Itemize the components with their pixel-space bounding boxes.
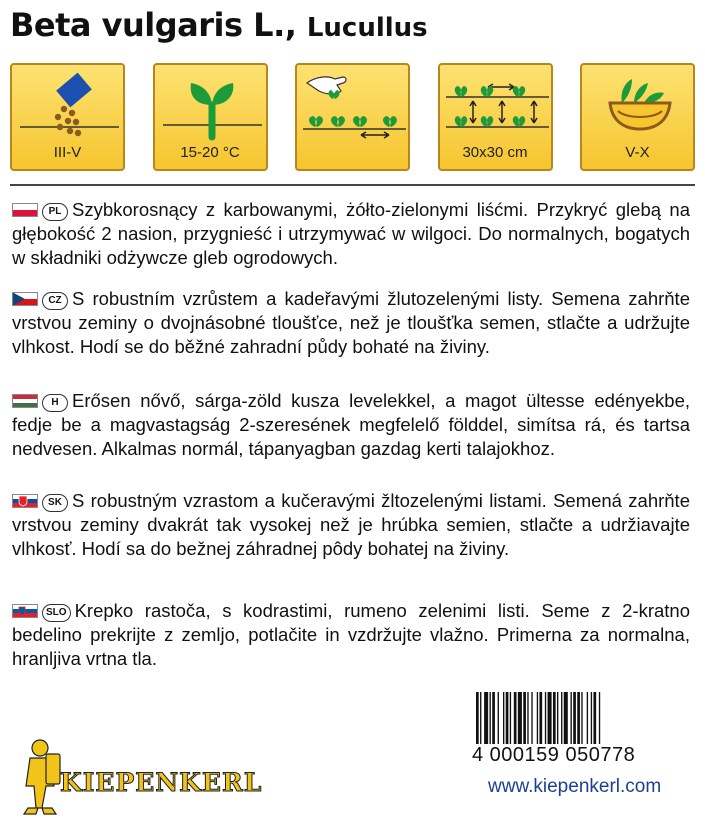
variety-name: Lucullus [306, 13, 428, 43]
barcode-bar [510, 692, 511, 744]
spacing-caption: 30x30 cm [462, 144, 528, 161]
barcode-bar [498, 692, 499, 744]
barcode-bar [573, 692, 576, 744]
slovenia-flag-icon [12, 604, 38, 618]
brand-logo: KIEPENKERL [60, 768, 263, 797]
planting-hand-icon [297, 65, 412, 173]
barcode-bar [564, 692, 568, 744]
slovakia-flag-icon [12, 494, 38, 508]
barcode-bar [581, 692, 582, 744]
barcode-bar [587, 692, 588, 744]
barcode-bar [599, 692, 600, 744]
harvest-box [580, 63, 695, 171]
barcode-bar [545, 692, 546, 744]
barcode-bar [503, 692, 504, 744]
sowing-time-box [10, 63, 125, 171]
section-polish [12, 198, 690, 270]
species-name: Beta vulgaris L., [10, 6, 297, 44]
language-code-badge: PL [42, 203, 68, 221]
section-text: S robustním vzrůstem a kadeřavými žlutozelenými listy. Semena zahrňte vrstvou zeminy o dvojnásobné tloušťce, než je tloušťka semen, stlačte a udržujte vlhkost. Hodí se do běžné zahradní půdy bohaté na živiny. [12, 288, 690, 357]
barcode-bar [492, 692, 495, 744]
language-code-badge: SLO [42, 604, 71, 622]
divider [10, 184, 695, 186]
language-code-badge: H [42, 394, 68, 412]
language-code-badge: CZ [42, 292, 68, 310]
barcode-bar [523, 692, 526, 744]
barcode-bar [593, 692, 596, 744]
barcode-bar [514, 692, 517, 744]
planting-box [295, 63, 410, 171]
barcode-bar [561, 692, 562, 744]
language-code-badge: SK [42, 494, 68, 512]
cultivation-icons [10, 63, 695, 173]
barcode-bar [518, 692, 522, 744]
temperature-box [153, 63, 268, 171]
website-link[interactable]: www.kiepenkerl.com [488, 776, 662, 797]
section-text: S robustným vzrastom a kučeravými žltozelenými listami. Semená zahrňte vrstvou zeminy dvakrát tak vysokej než je hrúbka semien, stlačte a udržiavajte vlhkosť. Hodí sa do bežnej záhradnej pôdy bohatej na živiny. [12, 490, 690, 559]
barcode-bar [577, 692, 580, 744]
barcode-bar [506, 692, 509, 744]
barcode-bar [480, 692, 481, 744]
spacing-box [438, 63, 553, 171]
temperature-caption: 15-20 °C [180, 144, 240, 161]
czech-flag-icon [12, 292, 38, 306]
barcode-bar [531, 692, 532, 744]
section-slovak [12, 489, 690, 561]
poland-flag-icon [12, 203, 38, 217]
barcode-bar [527, 692, 528, 744]
harvest-caption: V-X [625, 144, 650, 161]
barcode-number: 4 000159 050778 [472, 744, 636, 766]
section-czech [12, 287, 690, 359]
barcode-bar [557, 692, 558, 744]
section-slovenian [12, 599, 690, 671]
sowing-time-caption: III-V [53, 144, 82, 161]
barcode-bar [553, 692, 556, 744]
barcode-bar [539, 692, 542, 744]
barcode-bar [484, 692, 488, 744]
barcode-bar [548, 692, 552, 744]
section-text: Krepko rastoča, s kodrastimi, rumeno zelenimi listi. Seme z 2-kratno bedelino prekrijte z zemljo, potlačite in vzdržujte vlažno. Primerna za normalna, hranljiva vrtna tla. [12, 600, 690, 669]
barcode-bar [476, 692, 479, 744]
barcode-bar [490, 692, 491, 744]
section-text: Erősen nővő, sárga-zöld kusza levelekkel, a magot ültesse edényekbe, fedje be a magvastagság 2-szeresének megfelelő földdel, simítsa rá, és tartsa nedvesen. Alkalmas normál, tápanyagban gazdag kerti talajokhoz. [12, 390, 690, 459]
barcode-bar [537, 692, 538, 744]
product-title [10, 6, 428, 44]
hungary-flag-icon [12, 394, 38, 408]
barcode-bar [571, 692, 572, 744]
barcode-bar [591, 692, 592, 744]
section-text: Szybkorosnący z karbowanymi, żółto-zielonymi liśćmi. Przykryć glebą na głębokość 2 nasion, przygnieść i utrzymywać w wilgoci. Do normalnych, bogatych w składniki odżywcze gleb ogrodowych. [12, 199, 690, 268]
section-hungarian [12, 389, 690, 461]
